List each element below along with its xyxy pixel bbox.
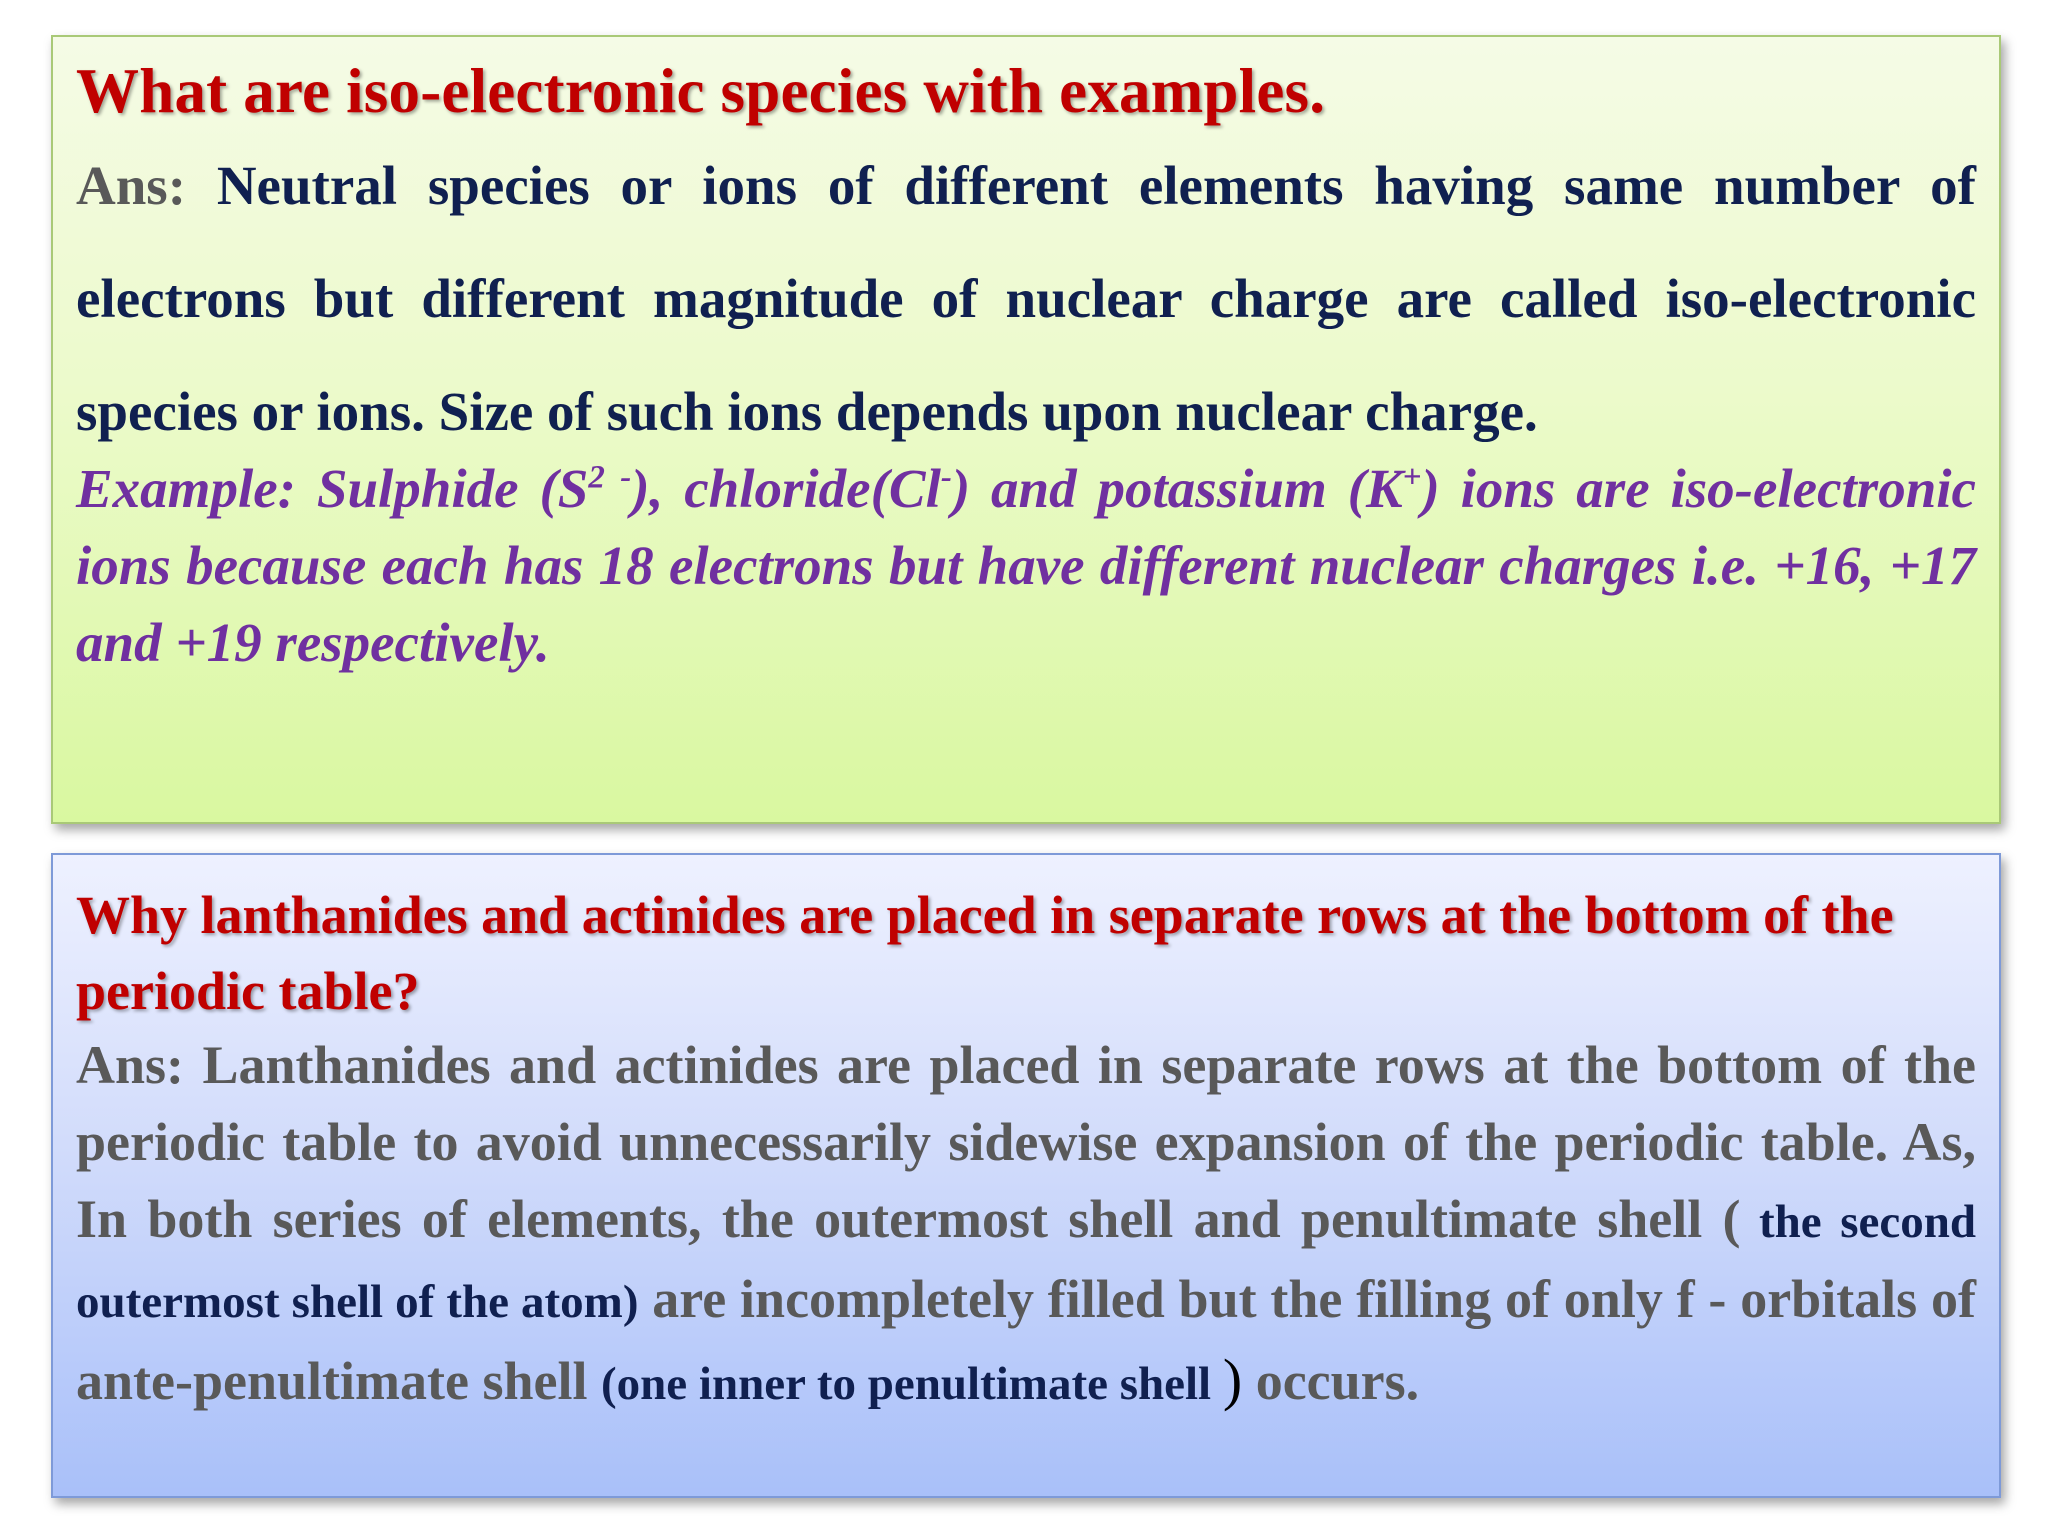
closing-paren: ) bbox=[1222, 1347, 1243, 1412]
potassium-charge: + bbox=[1402, 459, 1422, 496]
answer-iso-electronic bbox=[76, 129, 1976, 468]
answer-label: Ans: bbox=[76, 155, 187, 216]
example-part-4: ) ions are iso-electronic ions because each has 18 electrons but have different nuclear charges i.e. +16, +17 and +19 respectively. bbox=[76, 458, 1976, 673]
answer-part-3: occurs. bbox=[1242, 1351, 1420, 1411]
answer-text: Neutral species or ions of different elements having same number of electrons but different magnitude of nuclear charge are called iso-electronic species or ions. Size of such ions depends upon nuclear charge. bbox=[76, 155, 1976, 442]
example-part-1: Example: Sulphide (S bbox=[76, 458, 589, 519]
sulphide-charge: 2 - bbox=[588, 459, 632, 496]
answer-part-2: are incompletely filled but the filling of only f - orbitals of ante-penultimate shell bbox=[76, 1269, 1976, 1411]
answer-note-1: the second outermost shell of the atom) bbox=[76, 1196, 1976, 1328]
iso-electronic-card bbox=[51, 35, 2001, 824]
answer-lanthanides bbox=[76, 1027, 1976, 1423]
question-lanthanides: Why lanthanides and actinides are placed in separate rows at the bottom of the periodic table? bbox=[76, 885, 1894, 1021]
example-text bbox=[76, 450, 1976, 681]
lanthanides-card bbox=[51, 853, 2001, 1498]
example-part-2: ), chloride(Cl bbox=[631, 458, 941, 519]
answer-part-1: Ans: Lanthanides and actinides are placed in separate rows at the bottom of the periodic table to avoid unnecessarily sidewise expansion of the periodic table. As, In both series of elements, the outermost shell and penultimate shell ( bbox=[76, 1035, 1976, 1249]
chloride-charge: - bbox=[940, 459, 952, 496]
example-part-3: ) and potassium (K bbox=[951, 458, 1403, 519]
question-iso-electronic: What are iso-electronic species with examples. bbox=[76, 56, 1326, 126]
answer-note-2: (one inner to penultimate shell bbox=[600, 1358, 1223, 1410]
